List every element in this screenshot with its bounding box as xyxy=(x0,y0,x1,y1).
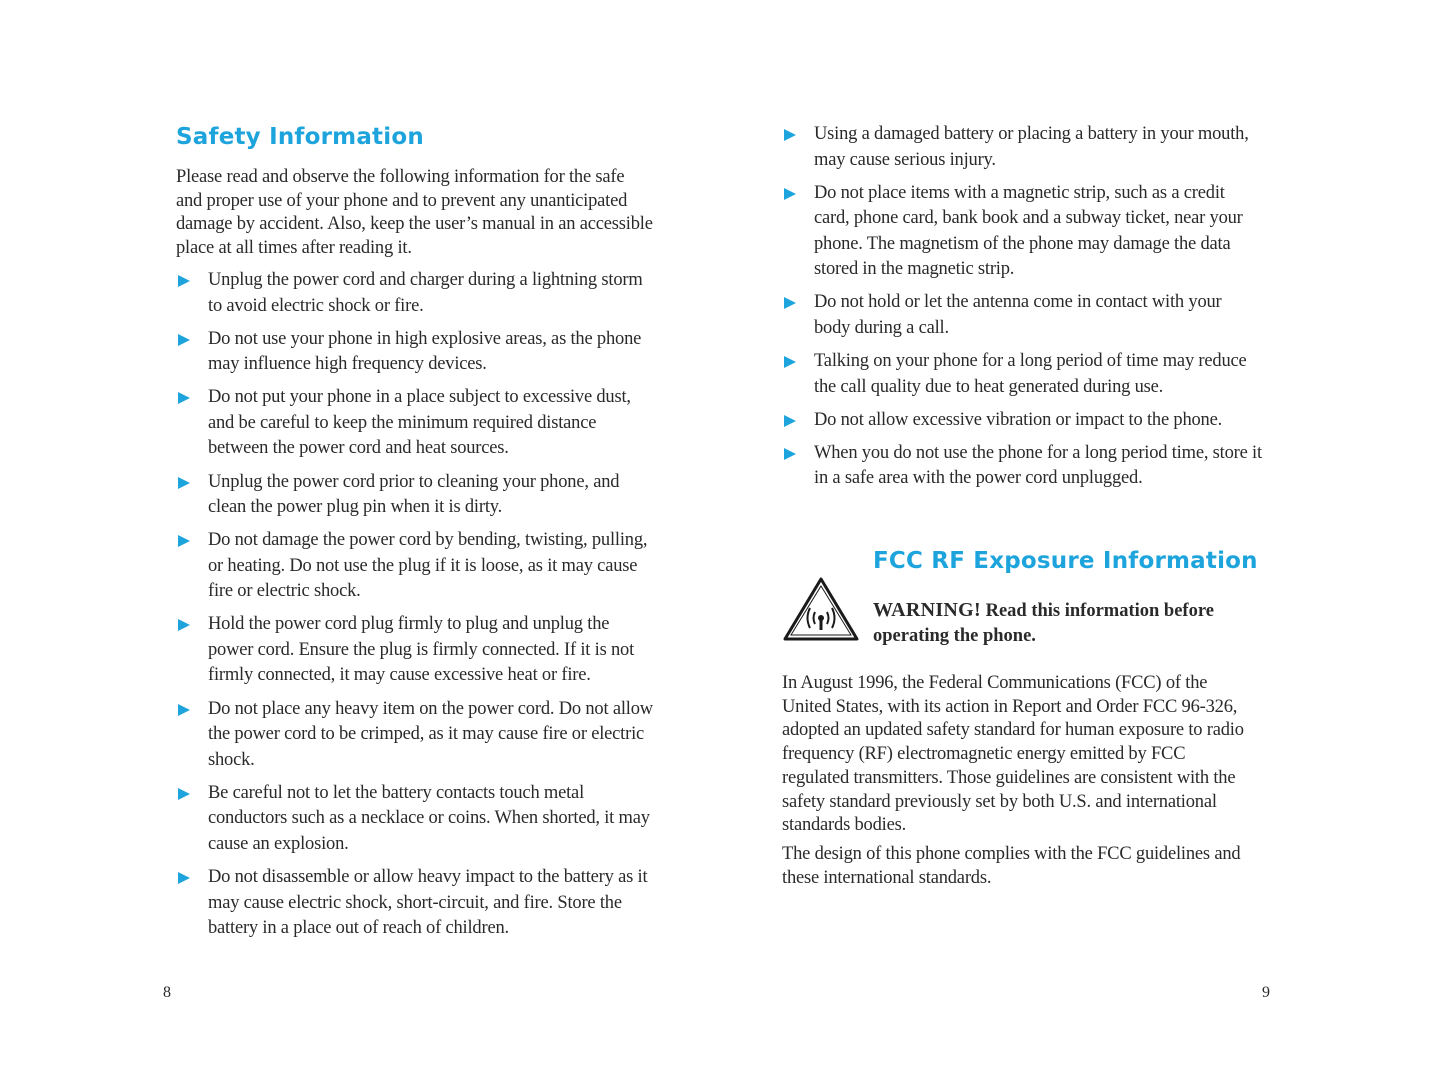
left-bullet-list xyxy=(176,268,654,949)
triangle-bullet-icon xyxy=(178,477,190,489)
triangle-bullet-icon xyxy=(178,788,190,800)
list-item: Do not place any heavy item on the power cord. Do not allow the power cord to be crimped, as it may cause fire or electric shock. xyxy=(176,697,654,774)
triangle-bullet-icon xyxy=(178,704,190,716)
triangle-bullet-icon xyxy=(178,334,190,346)
warning-block xyxy=(782,576,1262,646)
list-item: Unplug the power cord and charger during a lightning storm to avoid electric shock or fire. xyxy=(176,268,654,319)
list-item: Hold the power cord plug firmly to plug and unplug the power cord. Ensure the plug is firmly connected. If it is not firmly connected, it may cause excessive heat or fire. xyxy=(176,612,654,689)
triangle-bullet-icon xyxy=(178,872,190,884)
list-item: Do not hold or let the antenna come in contact with your body during a call. xyxy=(782,290,1262,341)
triangle-bullet-icon xyxy=(178,392,190,404)
triangle-bullet-icon xyxy=(178,619,190,631)
triangle-bullet-icon xyxy=(178,535,190,547)
list-item: Do not disassemble or allow heavy impact to the battery as it may cause electric shock, short-circuit, and fire. Store the battery in a place out of reach of children. xyxy=(176,865,654,942)
list-item: Be careful not to let the battery contacts touch metal conductors such as a necklace or coins. When shorted, it may cause an explosion. xyxy=(176,781,654,858)
triangle-bullet-icon xyxy=(784,297,796,309)
list-item: When you do not use the phone for a long period time, store it in a safe area with the power cord unplugged. xyxy=(782,441,1262,492)
list-item: Do not place items with a magnetic strip, such as a credit card, phone card, bank book and a subway ticket, near your phone. The magnetism of the phone may damage the data stored in the magnetic strip. xyxy=(782,181,1262,283)
list-item: Do not use your phone in high explosive areas, as the phone may influence high frequency devices. xyxy=(176,327,654,378)
safety-heading: Safety Information xyxy=(176,124,424,150)
list-item: Do not put your phone in a place subject to excessive dust, and be careful to keep the minimum required distance between the power cord and heat sources. xyxy=(176,385,654,462)
triangle-bullet-icon xyxy=(178,275,190,287)
warning-text: WARNING! Read this information before operating the phone. xyxy=(873,599,1214,646)
fcc-paragraph-2: The design of this phone complies with the FCC guidelines and these international standards. xyxy=(782,844,1241,888)
list-item: Do not allow excessive vibration or impact to the phone. xyxy=(782,408,1262,434)
list-item: Talking on your phone for a long period of time may reduce the call quality due to heat generated during use. xyxy=(782,349,1262,400)
page-number-left: 8 xyxy=(163,984,171,1001)
triangle-bullet-icon xyxy=(784,129,796,141)
fcc-heading: FCC RF Exposure Information xyxy=(873,548,1258,574)
list-item: Do not damage the power cord by bending, twisting, pulling, or heating. Do not use the plug if it is loose, as it may cause fire or electric shock. xyxy=(176,528,654,605)
rf-radiation-warning-icon xyxy=(782,576,860,642)
triangle-bullet-icon xyxy=(784,356,796,368)
warning-word: WARNING! xyxy=(873,599,981,621)
right-bullet-list xyxy=(782,122,1262,500)
fcc-paragraph-1: In August 1996, the Federal Communications (FCC) of the United States, with its action in Report and Order FCC 96-326, adopted an updated safety standard for human exposure to radio frequency (RF) electromagnetic energy emitted by FCC regulated transmitters. Those guidelines are consistent with the safety standard previously set by both U.S. and international standards bodies. xyxy=(782,673,1244,836)
list-item: Unplug the power cord prior to cleaning your phone, and clean the power plug pin when it is dirty. xyxy=(176,470,654,521)
triangle-bullet-icon xyxy=(784,448,796,460)
safety-intro: Please read and observe the following information for the safe and proper use of your phone and to prevent any unanticipated damage by accident. Also, keep the user’s manual in an accessible place at all times after reading it. xyxy=(176,167,653,259)
triangle-bullet-icon xyxy=(784,415,796,427)
page-number-right: 9 xyxy=(1262,984,1270,1001)
triangle-bullet-icon xyxy=(784,188,796,200)
list-item: Using a damaged battery or placing a battery in your mouth, may cause serious injury. xyxy=(782,122,1262,173)
